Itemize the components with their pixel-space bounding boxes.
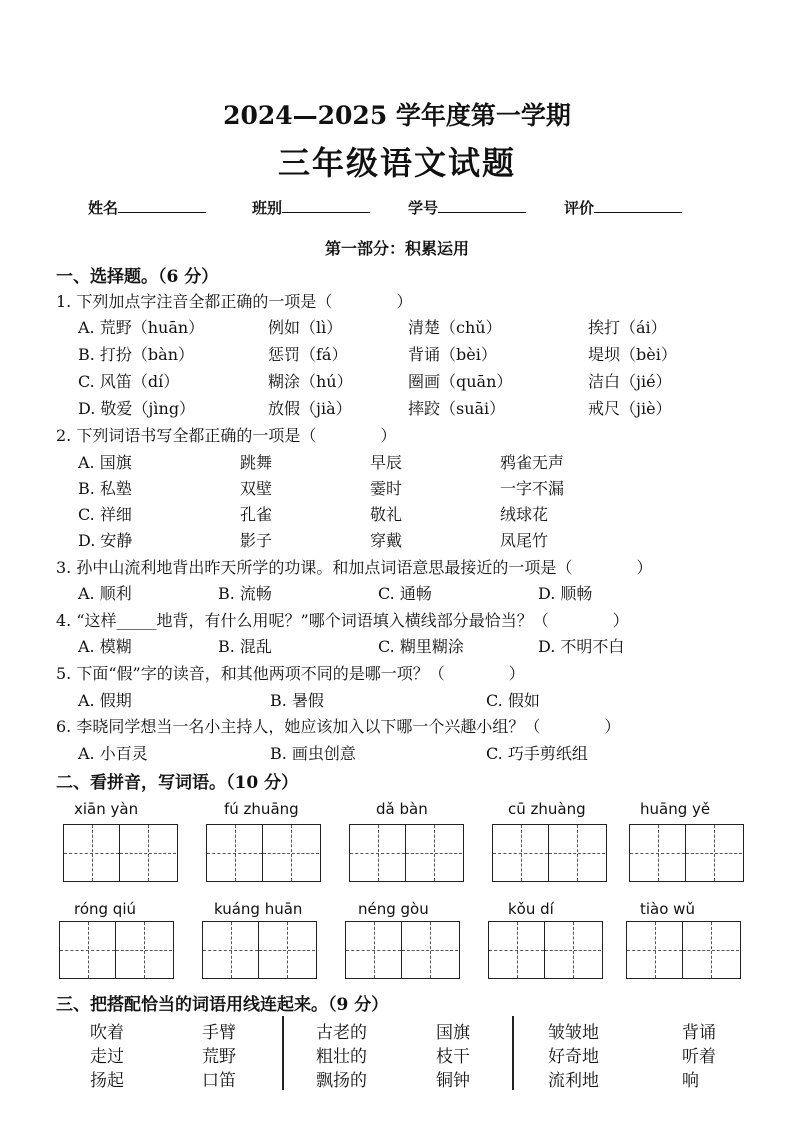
q1-option-word: 惩罚（fá） [268, 345, 348, 364]
q3-stem: 3. 孙中山流利地背出昨天所学的功课。和加点词语意思最接近的一项是（ ） [56, 558, 653, 577]
writing-grid[interactable] [202, 921, 317, 979]
match-word[interactable]: 好奇地 [548, 1047, 599, 1067]
match-word[interactable]: 吹着 [90, 1023, 124, 1043]
match-word[interactable]: 走过 [90, 1047, 124, 1067]
q1-option-word: 洁白（jié） [588, 372, 672, 391]
q1-option-word: 背诵（bèi） [408, 345, 497, 364]
student-id-field[interactable] [408, 197, 526, 218]
match-word[interactable]: 飘扬的 [316, 1071, 367, 1091]
q1-option[interactable]: B. 打扮（bàn） [78, 345, 195, 364]
match-word[interactable]: 枝干 [436, 1047, 470, 1067]
match-word[interactable]: 荒野 [202, 1047, 236, 1067]
q1-option-word: 挨打（ái） [588, 318, 667, 337]
pinyin-label: kuáng huān [214, 900, 303, 918]
match-word[interactable]: 流利地 [548, 1071, 599, 1091]
class-label: 班别 [252, 199, 283, 217]
q2-option-word: 跳舞 [240, 453, 273, 472]
writing-grid[interactable] [629, 824, 744, 882]
q1-option-word: 圈画（quān） [408, 372, 513, 391]
pinyin-label: huāng yě [640, 800, 711, 818]
writing-grid[interactable] [206, 824, 321, 882]
pinyin-label: dǎ bàn [376, 800, 428, 818]
writing-grid[interactable] [626, 921, 741, 979]
section-one-title: 一、选择题。（6 分） [56, 267, 219, 287]
match-word[interactable]: 口笛 [202, 1071, 236, 1091]
evaluation-label: 评价 [564, 199, 595, 217]
q1-option-word: 糊涂（hú） [268, 372, 353, 391]
q2-option-word: 影子 [240, 531, 273, 550]
q2-option-word: 霎时 [370, 479, 403, 498]
q4-option-a[interactable]: A. 模糊 [78, 637, 132, 656]
group-divider [512, 1016, 514, 1090]
evaluation-field[interactable] [564, 197, 682, 218]
evaluation-blank[interactable] [594, 198, 682, 213]
match-word[interactable]: 国旗 [436, 1023, 470, 1043]
q2-option[interactable]: C. 祥细 [78, 505, 132, 524]
q2-option-word: 敬礼 [370, 505, 403, 524]
q1-option[interactable]: D. 敬爱（jìng） [78, 399, 196, 418]
q4-option-c[interactable]: C. 糊里糊涂 [378, 637, 464, 656]
q1-option-word: 堤坝（bèi） [588, 345, 677, 364]
q2-option[interactable]: D. 安静 [78, 531, 133, 550]
q2-option-word: 绒球花 [500, 505, 549, 524]
writing-grid[interactable] [349, 824, 464, 882]
q2-option-word: 孔雀 [240, 505, 273, 524]
pinyin-label: róng qiú [74, 900, 137, 918]
q4-stem: 4. “这样_____地背，有什么用呢？”哪个词语填入横线部分最恰当？（ ） [56, 611, 629, 630]
writing-grid[interactable] [345, 921, 460, 979]
q5-option-c[interactable]: C. 假如 [486, 691, 540, 710]
q6-stem: 6. 李晓同学想当一名小主持人，她应该加入以下哪一个兴趣小组？（ ） [56, 717, 621, 736]
part-one-heading: 第一部分：积累运用 [324, 239, 469, 258]
pinyin-label: xiān yàn [74, 800, 139, 818]
match-word[interactable]: 背诵 [682, 1023, 716, 1043]
writing-grid[interactable] [488, 921, 603, 979]
student-id-blank[interactable] [438, 198, 526, 213]
q1-option-word: 摔跤（suāi） [408, 399, 506, 418]
q1-option-word: 清楚（chǔ） [408, 318, 502, 337]
q5-option-b[interactable]: B. 暑假 [270, 691, 324, 710]
q2-option-word: 一字不漏 [500, 479, 565, 498]
section-two-title: 二、看拼音，写词语。（10 分） [56, 773, 299, 793]
writing-grid[interactable] [59, 921, 174, 979]
q2-option-word: 鸦雀无声 [500, 453, 565, 472]
q2-stem: 2. 下列词语书写全都正确的一项是（ ） [56, 426, 397, 445]
q1-option-word: 例如（lì） [268, 318, 343, 337]
q2-option-word: 凤尾竹 [500, 531, 549, 550]
q3-option-b[interactable]: B. 流畅 [218, 584, 272, 603]
q5-option-a[interactable]: A. 假期 [78, 691, 132, 710]
q2-option-word: 穿戴 [370, 531, 403, 550]
pinyin-label: cū zhuàng [508, 800, 586, 818]
pinyin-label: fú zhuāng [224, 800, 299, 818]
q1-stem: 1. 下列加点字注音全都正确的一项是（ ） [56, 292, 413, 311]
q3-option-c[interactable]: C. 通畅 [378, 584, 432, 603]
q3-option-d[interactable]: D. 顺畅 [538, 584, 593, 603]
class-blank[interactable] [282, 198, 370, 213]
student-id-label: 学号 [408, 199, 439, 217]
q1-option[interactable]: C. 风笛（dí） [78, 372, 180, 391]
writing-grid[interactable] [492, 824, 607, 882]
section-three-title: 三、把搭配恰当的词语用线连起来。（9 分） [56, 995, 389, 1015]
pinyin-label: tiào wǔ [640, 900, 695, 918]
pinyin-label: kǒu dí [508, 900, 554, 918]
match-word[interactable]: 听着 [682, 1047, 716, 1067]
match-word[interactable]: 手臂 [202, 1023, 236, 1043]
name-field[interactable] [88, 197, 206, 218]
name-blank[interactable] [118, 198, 206, 213]
q4-option-b[interactable]: B. 混乱 [218, 637, 272, 656]
name-label: 姓名 [88, 199, 119, 217]
q6-option-a[interactable]: A. 小百灵 [78, 744, 148, 763]
q1-option[interactable]: A. 荒野（huān） [78, 318, 205, 337]
q2-option[interactable]: B. 私塾 [78, 479, 132, 498]
q6-option-c[interactable]: C. 巧手剪纸组 [486, 744, 588, 763]
exam-title: 三年级语文试题 [277, 144, 516, 182]
q3-option-a[interactable]: A. 顺利 [78, 584, 132, 603]
q5-stem: 5. 下面“假”字的读音，和其他两项不同的是哪一项？（ ） [56, 664, 525, 683]
pinyin-label: néng gòu [358, 900, 429, 918]
class-field[interactable] [252, 197, 370, 218]
q6-option-b[interactable]: B. 画虫创意 [270, 744, 356, 763]
q1-option-word: 戒尺（jiè） [588, 399, 672, 418]
q2-option[interactable]: A. 国旗 [78, 453, 132, 472]
match-word[interactable]: 古老的 [316, 1023, 367, 1043]
group-divider [282, 1016, 284, 1090]
q4-option-d[interactable]: D. 不明不白 [538, 637, 625, 656]
match-word[interactable]: 皱皱地 [548, 1023, 599, 1043]
match-word[interactable]: 扬起 [90, 1071, 124, 1091]
q2-option-word: 双壁 [240, 479, 273, 498]
q1-option-word: 放假（jià） [268, 399, 352, 418]
writing-grid[interactable] [63, 824, 178, 882]
match-word[interactable]: 铜钟 [436, 1071, 470, 1091]
q2-option-word: 早辰 [370, 453, 403, 472]
match-word[interactable]: 粗壮的 [316, 1047, 367, 1067]
match-word[interactable]: 响 [682, 1071, 699, 1091]
year-title: 2024—2025 学年度第一学期 [223, 101, 571, 130]
